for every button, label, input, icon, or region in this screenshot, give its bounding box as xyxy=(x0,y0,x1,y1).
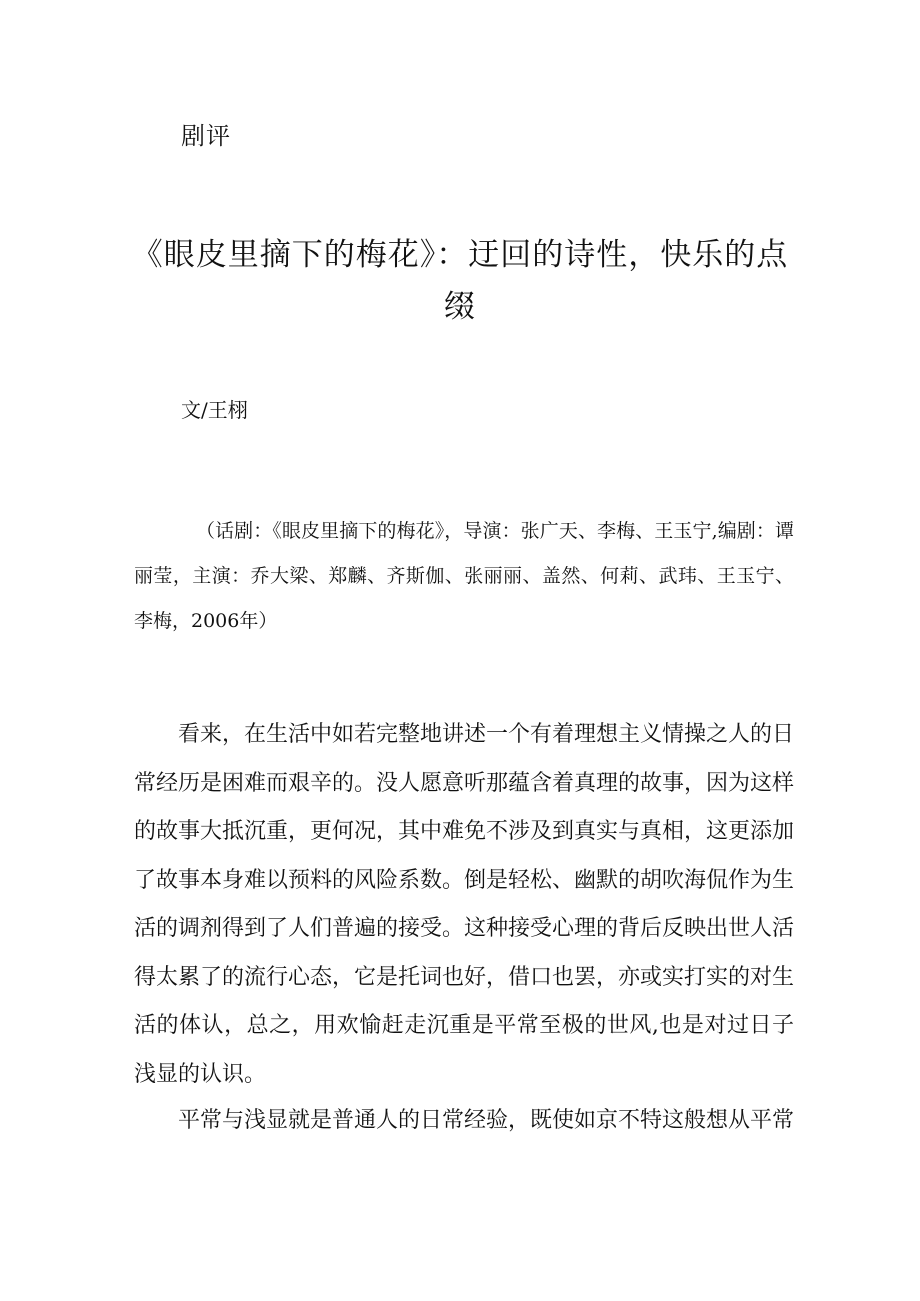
production-credits: （话剧：《眼皮里摘下的梅花》，导演：张广天、李梅、王玉宁,编剧：谭丽莹，主演：乔大梁、郑麟、齐斯伽、张丽丽、盖然、何莉、武玮、王玉宁、李梅，2006年） xyxy=(134,520,794,632)
body-paragraph: 看来，在生活中如若完整地讲述一个有着理想主义情操之人的日常经历是困难而艰辛的。没人愿意听那蕴含着真理的故事，因为这样的故事大抵沉重，更何况，其中难免不涉及到真实与真相，这更添加了故事本身难以预料的风险系数。倒是轻松、幽默的胡吹海侃作为生活的调剂得到了人们普遍的接受。这种接受心理的背后反映出世人活得太累了的流行心态，它是托词也好，借口也罢，亦或实打实的对生活的体认，总之，用欢愉赶走沉重是平常至极的世风,也是对过日子浅显的认识。 xyxy=(134,722,795,1087)
body-paragraph: 平常与浅显就是普通人的日常经验，既使如京不特这般想从平常 xyxy=(178,1108,794,1133)
article-title: 《眼皮里摘下的梅花》：迂回的诗性，快乐的点缀 xyxy=(131,237,789,325)
byline: 文/王栩 xyxy=(181,398,248,422)
section-label: 剧评 xyxy=(181,122,231,150)
